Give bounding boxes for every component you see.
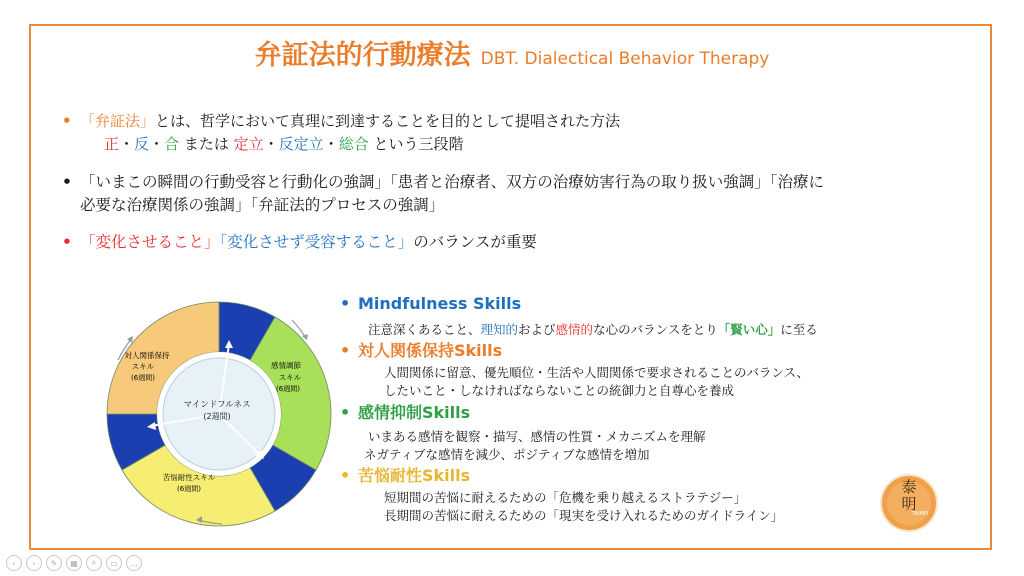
skill-distress-desc2: 長期間の苦悩に耐えるための「現実を受け入れるためのガイドライン」 <box>384 508 784 523</box>
accept-text: 「変化させず受容すること」 <box>219 233 414 251</box>
slide-title <box>0 33 1024 72</box>
presentation-toolbar <box>6 555 142 571</box>
video-icon[interactable]: ▭ <box>106 555 122 571</box>
separator: ・ <box>323 135 339 153</box>
seg-emotion-label2: スキル <box>278 373 302 382</box>
desc-part: 注意深くあること、 <box>368 322 481 337</box>
separator: ・ <box>263 135 279 153</box>
skill-interpersonal-desc2: したいこと・しなければならないことの統御力と自尊心を養成 <box>384 383 735 398</box>
skill-interpersonal-desc1: 人間関係に留意、優先順位・生活や人間関係で要求されることのバランス、 <box>384 365 810 380</box>
seg-distress-label: 苦悩耐性スキル <box>162 473 216 482</box>
desc-part: に至る <box>780 322 818 337</box>
skill-name: Mindfulness Skills <box>358 294 522 313</box>
bullet2-line1: 「いまこの瞬間の行動受容と行動化の強調」「患者と治療者、双方の治療妨害行為の取り扱い強調」「治療に <box>80 173 825 191</box>
stage-thesis: 正 <box>104 135 120 153</box>
bullet1-stages <box>104 132 463 157</box>
arc-arrow-head <box>196 516 202 523</box>
skill-emotion-desc1: いまある感情を観察・描写、感情の性質・メカニズムを理解 <box>368 429 706 444</box>
hub-duration: (2週間) <box>203 412 231 421</box>
bullet-dot: • <box>62 112 72 130</box>
seg-interpersonal-label: 対人関係保持 <box>124 351 170 360</box>
connector-text: または <box>179 135 234 153</box>
more-icon[interactable]: … <box>126 555 142 571</box>
prev-icon[interactable]: ‹ <box>6 555 22 571</box>
skill-name: 対人関係保持Skills <box>358 341 503 360</box>
skill-name: 苦悩耐性Skills <box>358 466 471 485</box>
desc-part: な心のバランスをとり <box>593 322 718 337</box>
rotation-arrows <box>96 294 342 534</box>
skill-distress-desc1: 短期間の苦悩に耐えるための「危機を乗り越えるストラテジー」 <box>384 490 747 505</box>
seg-emotion-label: 感情調節 <box>271 361 301 370</box>
bullet-balance <box>62 230 537 255</box>
logo-sub: TAIMEI <box>912 511 929 517</box>
bullet1-term: 「弁証法」 <box>80 112 156 130</box>
bullet-emphasis <box>62 170 824 195</box>
logo-char1: 泰 <box>901 478 917 496</box>
seg-emotion-duration: (6週間) <box>276 385 300 393</box>
skill-mindfulness: • Mindfulness Skills <box>340 294 522 313</box>
arc-arrow-top-right <box>292 320 306 338</box>
arc-arrow-head <box>302 334 308 340</box>
trailing-text: という三段階 <box>368 135 464 153</box>
desc-wise-mind: 「賢い心」 <box>717 322 781 337</box>
stage-thesis-2: 定立 <box>233 135 264 153</box>
bullet-dot: • <box>62 233 72 251</box>
bullet-dialectic <box>62 109 620 134</box>
skill-distress: • 苦悩耐性Skills <box>340 466 471 485</box>
change-text: 「変化させること」 <box>80 233 220 251</box>
next-icon[interactable]: › <box>26 555 42 571</box>
stage-antithesis-2: 反定立 <box>278 135 324 153</box>
separator: ・ <box>119 135 135 153</box>
pen-icon[interactable]: ✎ <box>46 555 62 571</box>
bullet-dot: • <box>62 173 72 191</box>
logo-char2: 明 <box>901 495 917 513</box>
separator: ・ <box>149 135 165 153</box>
stage-antithesis: 反 <box>134 135 150 153</box>
bullet2-line2: 必要な治療関係の強調」「弁証法的プロセスの強調」 <box>80 196 445 214</box>
seg-interpersonal-label2: スキル <box>131 362 155 371</box>
stage-synthesis: 合 <box>164 135 180 153</box>
desc-rational: 理知的 <box>480 322 519 337</box>
balance-text: のバランスが重要 <box>413 233 537 251</box>
skill-emotion-desc2: ネガティブな感情を減少、ポジティブな感情を増加 <box>364 447 650 462</box>
bullet1-text: とは、哲学において真理に到達することを目的として提唱された方法 <box>155 112 621 130</box>
seg-interpersonal-duration: (6週間) <box>131 374 155 382</box>
skill-mindfulness-desc <box>368 320 818 338</box>
skill-interpersonal: • 対人関係保持Skills <box>340 341 503 360</box>
title-jp: 弁証法的行動療法 <box>254 40 471 71</box>
title-en: DBT. Dialectical Behavior Therapy <box>480 49 770 69</box>
slides-icon[interactable]: ▦ <box>66 555 82 571</box>
desc-emotional: 感情的 <box>555 322 594 337</box>
arc-arrow-head <box>127 336 133 343</box>
hub-label: マインドフルネス <box>183 400 251 410</box>
stage-synthesis-2: 総合 <box>338 135 369 153</box>
skill-emotion: • 感情抑制Skills <box>340 403 471 422</box>
desc-part: および <box>518 322 556 337</box>
seg-distress-duration: (6週間) <box>177 485 201 493</box>
zoom-icon[interactable]: ⌕ <box>86 555 102 571</box>
skill-name: 感情抑制Skills <box>358 403 471 422</box>
taimei-logo <box>879 473 939 533</box>
